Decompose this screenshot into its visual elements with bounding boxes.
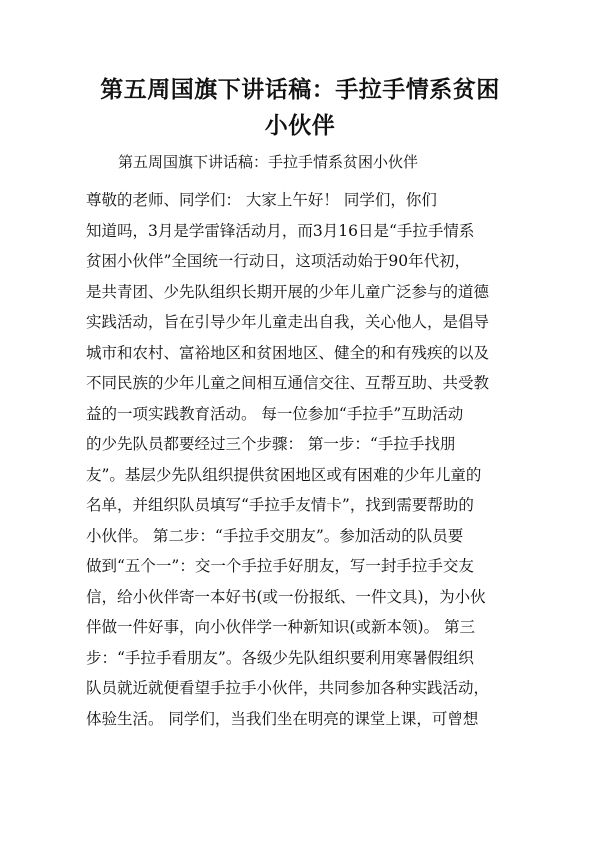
body-line: 的少先队员都要经过三个步骤： 第一步：“手拉手找朋 <box>86 435 456 453</box>
body-line: 益的一项实践教育活动。 每一位参加“手拉手”互助活动 <box>86 404 464 423</box>
body-line: 步：“手拉手看朋友”。各级少先队组织要利用寒暑假组织 <box>86 648 474 667</box>
body-line: 是共青团、少先队组织长期开展的少年儿童广泛参与的道德 <box>86 282 490 301</box>
body-line: 伴做一件好事，向小伙伴学一种新知识(或新本领)。 第三 <box>86 618 476 636</box>
body-line: 队员就近就便看望手拉手小伙伴，共同参加各种实践活动， <box>86 679 490 697</box>
body-line: 城市和农村、富裕地区和贫困地区、健全的和有残疾的以及 <box>86 343 490 362</box>
page-title <box>90 72 510 144</box>
body-line: 尊敬的老师、同学们： 大家上午好！ 同学们，你们 <box>86 191 437 209</box>
body-line: 做到“五个一”：交一个手拉手好朋友，写一封手拉手交友 <box>86 557 474 575</box>
body-line: 实践活动，旨在引导少年儿童走出自我，关心他人，是倡导 <box>86 313 490 331</box>
body-line: 知道吗，3月是学雷锋活动月，而3月16日是“手拉手情系 <box>86 221 475 240</box>
title-line-2: 小伙伴 <box>264 113 336 139</box>
body-line: 名单，并组织队员填写“手拉手友情卡”，找到需要帮助的 <box>86 496 474 514</box>
body-line: 信，给小伙伴寄一本好书(或一份报纸、一件文具)，为小伙 <box>86 587 486 606</box>
body-line: 体验生活。 同学们，当我们坐在明亮的课堂上课，可曾想 <box>86 709 479 728</box>
subtitle: 第五周国旗下讲话稿：手拉手情系贫困小伙伴 <box>118 153 419 171</box>
body-line: 友”。基层少先队组织提供贫困地区或有困难的少年儿童的 <box>86 465 482 484</box>
body-line: 小伙伴。 第二步：“手拉手交朋友”。参加活动的队员要 <box>86 526 464 545</box>
body-line: 贫困小伙伴”全国统一行动日，这项活动始于90年代初， <box>86 252 471 270</box>
body-line: 不同民族的少年儿童之间相互通信交往、互帮互助、共受教 <box>86 374 490 392</box>
title-line-1: 第五周国旗下讲话稿：手拉手情系贫困 <box>100 77 500 103</box>
speech-body <box>86 185 520 734</box>
